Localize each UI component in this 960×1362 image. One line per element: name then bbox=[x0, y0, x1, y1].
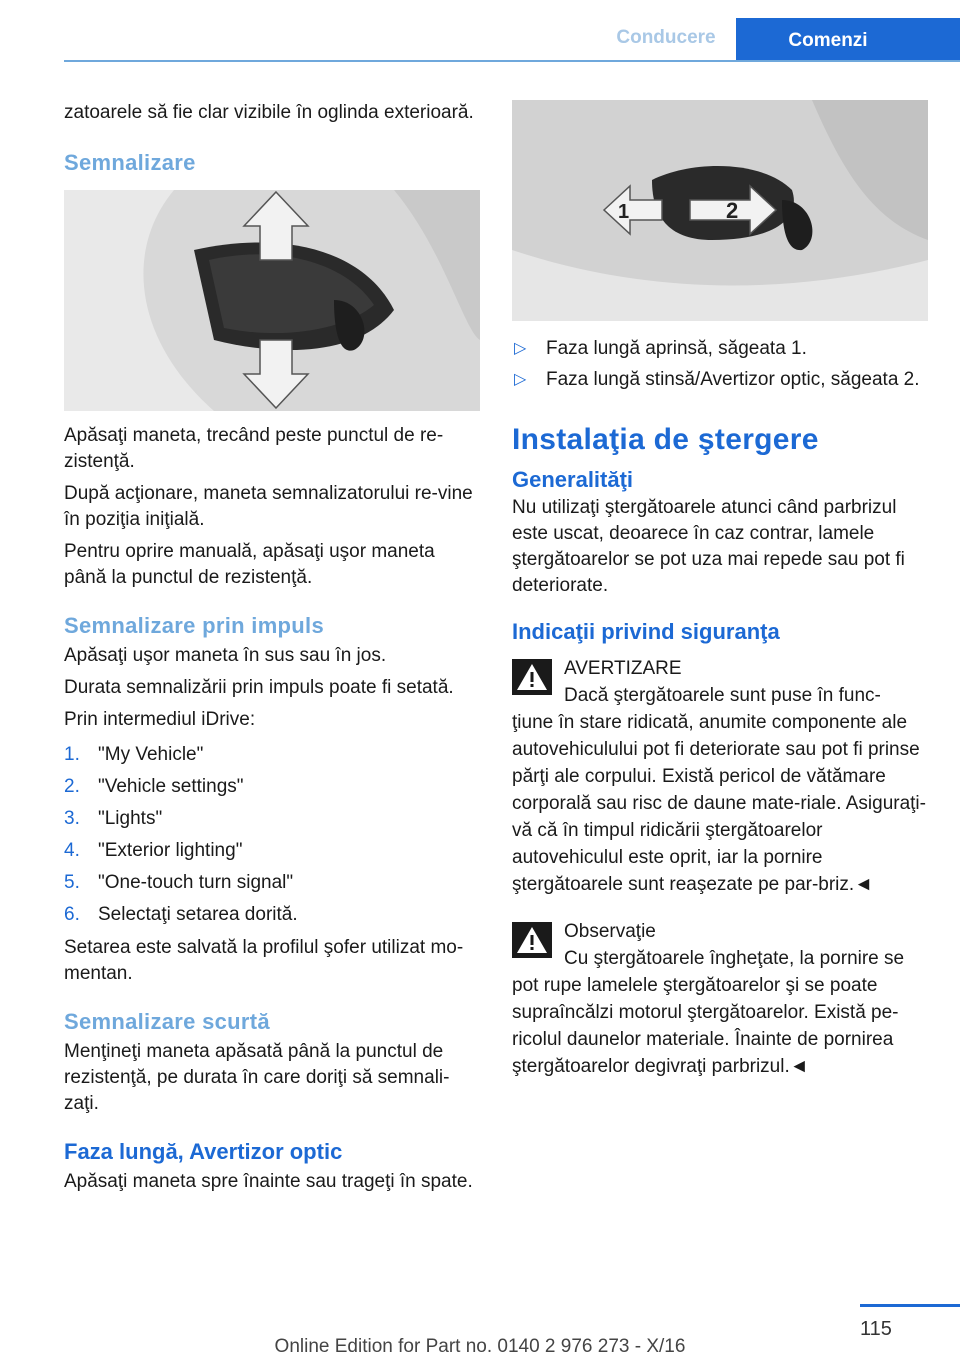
list-item bbox=[64, 899, 480, 931]
step-number: 2. bbox=[64, 776, 80, 797]
heading-semnalizare: Semnalizare bbox=[64, 150, 196, 175]
heading-semnalizare-scurta: Semnalizare scurtă bbox=[64, 1009, 270, 1034]
edition-footer: Online Edition for Part no. 0140 2 976 273 - X/16 bbox=[274, 1336, 686, 1357]
step-number: 6. bbox=[64, 904, 80, 925]
list-item bbox=[64, 771, 480, 803]
warning-triangle-icon bbox=[512, 659, 552, 695]
step-text: "Vehicle settings" bbox=[98, 776, 244, 797]
arrow-label-1: 1 bbox=[618, 201, 630, 223]
text-nu-utilizati: Nu utilizaţi ştergătoarele atunci când parbrizul este uscat, deoarece în caz contrar, lamele ştergătoarelor se pot uza mai repede sau pot fi deteriorate. bbox=[512, 497, 905, 596]
idrive-steps-list bbox=[64, 739, 480, 931]
step-text: Selectaţi setarea dorită. bbox=[98, 904, 298, 925]
note-text: pot rupe lamelele ştergătoarelor şi se poate supraîncălzi motorul ştergătoarelor. Există pe‐ricolul daunelor materiale. Înainte de pornirea ştergătoarelor degivraţi parbrizul.◄ bbox=[512, 975, 899, 1077]
list-item bbox=[64, 803, 480, 835]
heading-generalitati: Generalităţi bbox=[512, 467, 634, 492]
right-column bbox=[512, 100, 928, 1080]
note-title: Observaţie bbox=[564, 921, 656, 942]
heading-faza-lunga: Faza lungă, Avertizor optic bbox=[64, 1139, 343, 1164]
high-beam-photo bbox=[512, 100, 928, 321]
triangle-bullet-icon: ▷ bbox=[514, 371, 527, 388]
step-number: 5. bbox=[64, 872, 80, 893]
text-durata: Durata semnalizării prin impuls poate fi setată. bbox=[64, 677, 454, 698]
text-apasati-maneta-spre: Apăsaţi maneta spre înainte sau trageţi în spate. bbox=[64, 1171, 473, 1192]
warning-title: AVERTIZARE bbox=[564, 658, 682, 679]
tab-comenzi[interactable]: Comenzi bbox=[736, 18, 960, 62]
arrow-label-2: 2 bbox=[726, 198, 739, 223]
warning-block bbox=[512, 655, 928, 898]
bullet-text: Faza lungă aprinsă, săgeata 1. bbox=[546, 338, 807, 359]
triangle-bullet-icon: ▷ bbox=[514, 340, 527, 357]
intro-text: zatoarele să fie clar vizibile în oglinda exterioară. bbox=[64, 102, 474, 123]
high-beam-bullets bbox=[512, 335, 928, 393]
footer-rule bbox=[860, 1304, 960, 1307]
note-block bbox=[512, 918, 928, 1080]
step-number: 1. bbox=[64, 744, 80, 765]
text-idrive: Prin intermediul iDrive: bbox=[64, 709, 256, 730]
heading-semnalizare-impuls: Semnalizare prin impuls bbox=[64, 613, 324, 638]
step-text: "Exterior lighting" bbox=[98, 840, 243, 861]
heading-indicatii-siguranta: Indicaţii privind siguranţa bbox=[512, 619, 780, 644]
turn-signal-photo bbox=[64, 190, 480, 411]
list-item bbox=[64, 739, 480, 771]
text-mentineti: Menţineţi maneta apăsată până la punctul de rezistenţă, pe durata în care doriţi să semnali‐zaţi. bbox=[64, 1041, 450, 1114]
page-number: 115 bbox=[860, 1318, 892, 1340]
step-text: "Lights" bbox=[98, 808, 163, 829]
tab-conducere[interactable]: Conducere bbox=[616, 27, 716, 48]
text-apasati-usor: Apăsaţi uşor maneta în sus sau în jos. bbox=[64, 645, 387, 666]
list-item bbox=[64, 835, 480, 867]
step-number: 3. bbox=[64, 808, 80, 829]
warning-triangle-icon bbox=[512, 922, 552, 958]
text-setarea-salvata: Setarea este salvată la profilul şofer utilizat mo‐mentan. bbox=[64, 937, 464, 984]
list-item bbox=[512, 366, 928, 393]
text-dupa-actionare: După acţionare, maneta semnalizatorului re‐vine în poziţia iniţială. bbox=[64, 483, 473, 530]
header-bar bbox=[0, 0, 960, 62]
list-item bbox=[64, 867, 480, 899]
warning-text: ţiune în stare ridicată, anumite componente ale autovehiculului pot fi deteriorate sau pot fi prinse părţi ale corpului. Există pericol de vătămare corporală sau risc de daune mate‐riale. Asiguraţi-vă că în timpul ridicării ştergătoarelor autovehiculul este oprit, iar la pornire ştergătoarele sunt reaşezate pe par‐briz.◄ bbox=[512, 712, 926, 895]
step-text: "One-touch turn signal" bbox=[98, 872, 294, 893]
step-text: "My Vehicle" bbox=[98, 744, 204, 765]
header-rule bbox=[64, 60, 960, 62]
bullet-text: Faza lungă stinsă/Avertizor optic, săgeata 2. bbox=[546, 369, 920, 390]
left-column bbox=[64, 100, 480, 1201]
heading-instalatia-stergere: Instalaţia de ştergere bbox=[512, 423, 819, 456]
text-oprire-manuala: Pentru oprire manuală, apăsaţi uşor maneta până la punctul de rezistenţă. bbox=[64, 541, 435, 588]
text-apasati: Apăsaţi maneta, trecând peste punctul de re‐zistenţă. bbox=[64, 425, 444, 472]
note-first-line: Cu ştergătoarele îngheţate, la pornire se bbox=[564, 948, 905, 969]
list-item bbox=[512, 335, 928, 362]
warning-first-line: Dacă ştergătoarele sunt puse în func‐ bbox=[564, 685, 881, 706]
step-number: 4. bbox=[64, 840, 80, 861]
